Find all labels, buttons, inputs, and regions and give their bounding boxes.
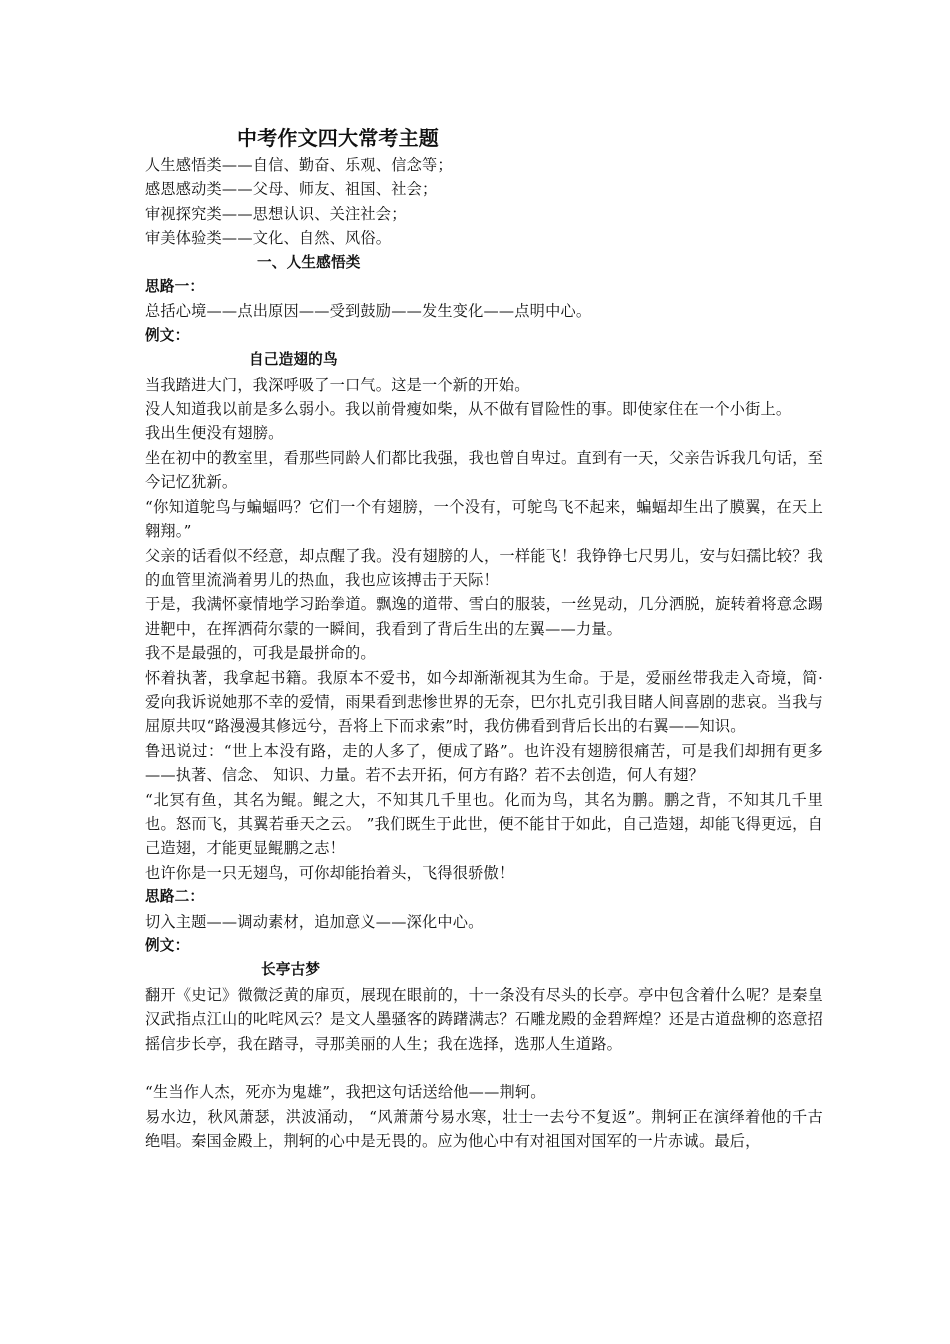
document-page [145, 124, 823, 1154]
essay1-paragraph: “北冥有鱼，其名为鲲。鲲之大，不知其几千里也。化而为鸟，其名为鹏。鹏之背，不知其几千里也。怒而飞，其翼若垂天之云。 ”我们既生于此世，便不能甘于如此，自己造翅，却能飞得更远，自己造翅，才能更显鲲鹏之志！ [145, 790, 823, 858]
document-title: 中考作文四大常考主题 [237, 126, 439, 150]
essay1-paragraph: 鲁迅说过：“世上本没有路，走的人多了，便成了路”。也许没有翅膀很痛苦，可是我们却拥有更多——执著、信念、 知识、力量。若不去开拓，何方有路？若不去创造，何人有翅？ [145, 741, 823, 785]
essay2-paragraph: 翻开《史记》微微泛黄的扉页，展现在眼前的，十一条没有尽头的长亭。亭中包含着什么呢？是秦皇汉武指点江山的叱咤风云？是文人墨骚客的踌躇满志？石雕龙殿的金碧辉煌？还是古道盘柳的恣意招摇信步长亭，我在踏寻，寻那美丽的人生；我在选择，选那人生道路。 [145, 985, 823, 1053]
essay1-paragraph: 于是，我满怀豪情地学习跆拳道。飘逸的道带、雪白的服装，一丝晃动，几分洒脱，旋转着将意念踢进靶中，在挥洒荷尔蒙的一瞬间，我看到了背后生出的左翼——力量。 [145, 595, 823, 638]
blank-line [145, 1056, 823, 1080]
idea2-label: 思路二： [145, 888, 205, 906]
theme-line-4: 审美体验类——文化、自然、风俗。 [145, 229, 392, 248]
theme-line-1: 人生感悟类——自信、勤奋、乐观、信念等； [145, 156, 453, 174]
essay1-paragraph: 怀着执著，我拿起书籍。我原本不爱书，如今却渐渐视其为生命。于是，爱丽丝带我走入奇境，简·爱向我诉说她那不幸的爱情，雨果看到悲惨世界的无奈，巴尔扎克引我目睹人间喜剧的悲哀。当我与屈原共叹“路漫漫其修远兮，吾将上下而求索”时，我仿佛看到背后长出的右翼——知识。 [145, 668, 823, 736]
theme-line-2: 感恩感动类——父母、师友、祖国、社会； [145, 180, 438, 199]
idea2-text: 切入主题——调动素材，追加意义——深化中心。 [145, 912, 484, 931]
essay1-paragraph: 也许你是一只无翅鸟，可你却能抬着头，飞得很骄傲！ [145, 863, 515, 882]
essay1-title: 自己造翅的鸟 [249, 351, 338, 369]
essay1-paragraph: 父亲的话看似不经意，却点醒了我。没有翅膀的人，一样能飞！我铮铮七尺男儿，安与妇孺比较？我的血管里流淌着男儿的热血，我也应该搏击于天际！ [145, 546, 823, 589]
essay1-paragraph: 当我踏进大门，我深呼吸了一口气。这是一个新的开始。 [145, 375, 530, 394]
essay1-paragraph: 我不是最强的，可我是最拼命的。 [145, 644, 376, 663]
essay2-title: 长亭古梦 [261, 961, 321, 979]
essay1-paragraph: 没人知道我以前是多么弱小。我以前骨瘦如柴，从不做有冒险性的事。即使家住在一个小街上。 [145, 400, 792, 419]
idea1-label: 思路一： [145, 278, 205, 296]
essay1-paragraph: 坐在初中的教室里，看那些同龄人们都比我强，我也曾自卑过。直到有一天，父亲告诉我几句话，至今记忆犹新。 [145, 448, 823, 492]
example2-label: 例文： [145, 937, 190, 954]
example1-label: 例文： [145, 326, 190, 344]
essay2-paragraph: “生当作人杰，死亦为鬼雄”，我把这句话送给他——荆轲。 [145, 1083, 546, 1102]
theme-line-3: 审视探究类——思想认识、关注社会； [145, 204, 407, 223]
essay1-paragraph: “你知道鸵鸟与蝙蝠吗？它们一个有翅膀，一个没有，可鸵鸟飞不起来，蝙蝠却生出了膜翼，在天上翱翔。” [145, 497, 823, 541]
essay2-paragraph: 易水边，秋风萧瑟，洪波涌动， “风萧萧兮易水寒，壮士一去兮不复返”。荆轲正在演绎着他的千古绝唱。秦国金殿上，荆轲的心中是无畏的。应为他心中有对祖国对国军的一片赤诚。最后， [145, 1107, 823, 1151]
section-heading: 一、人生感悟类 [257, 253, 361, 271]
essay1-paragraph: 我出生便没有翅膀。 [145, 424, 284, 443]
idea1-text: 总括心境——点出原因——受到鼓励——发生变化——点明中心。 [145, 302, 592, 321]
